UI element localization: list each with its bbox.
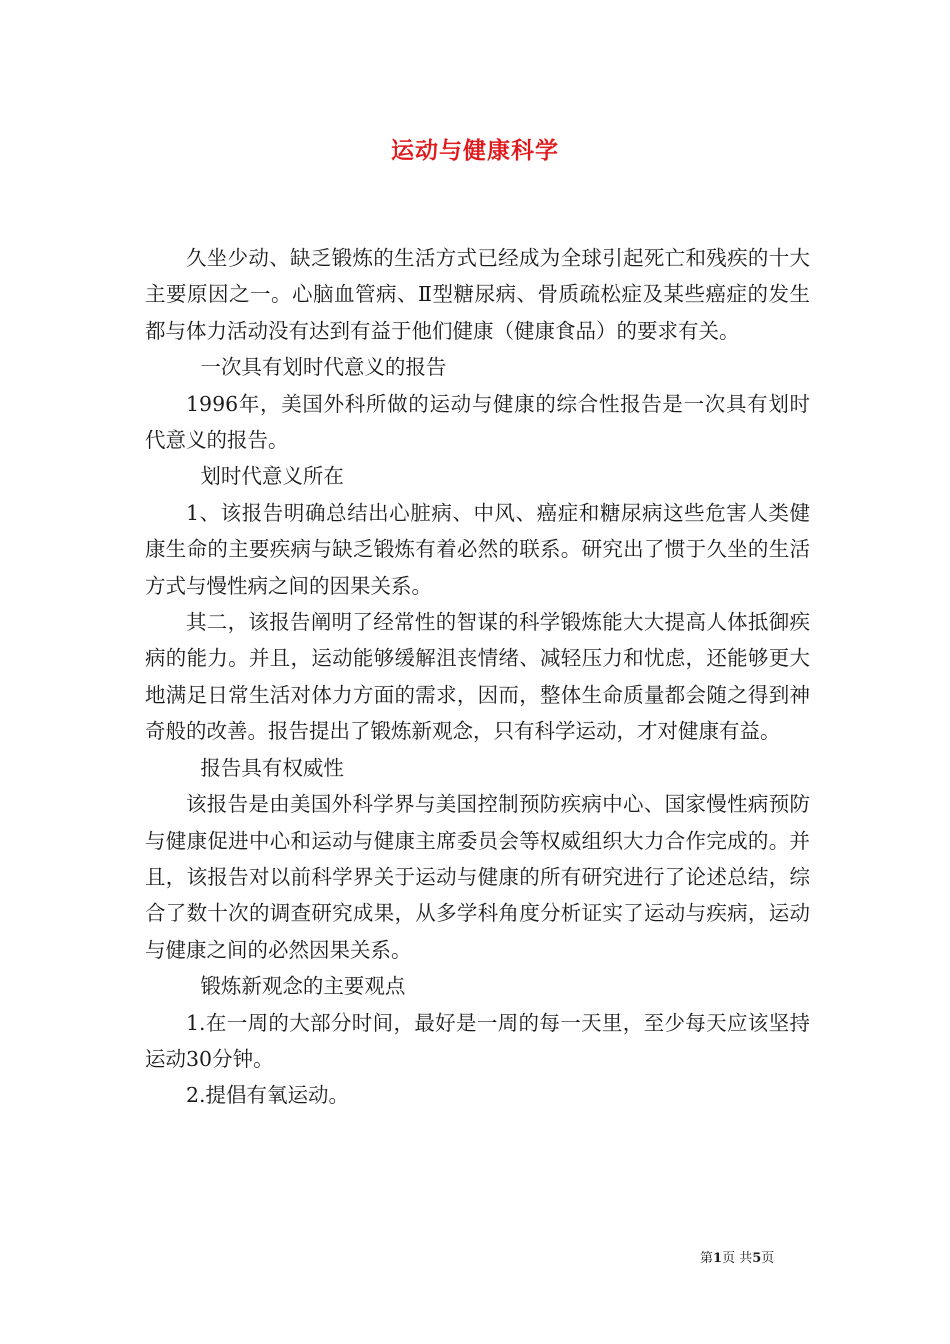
page-number-footer [700, 1247, 860, 1266]
section-heading-new-concepts: 锻炼新观念的主要观点 [200, 974, 406, 999]
list-item-aerobic: 2.提倡有氧运动。 [186, 1083, 350, 1108]
section-heading-landmark-report: 一次具有划时代意义的报告 [200, 355, 447, 380]
section-heading-significance: 划时代意义所在 [200, 464, 344, 489]
paragraph-point-one: 1、该报告明确总结出心脏病、中风、癌症和糖尿病这些危害人类健康生命的主要疾病与缺乏锻炼有着必然的联系。研究出了惯于久坐的生活方式与慢性病之间的因果关系。 [145, 500, 810, 598]
document-body [145, 240, 810, 1114]
current-page-number: 1 [713, 1251, 723, 1266]
paragraph-1996-report: 1996年，美国外科所做的运动与健康的综合性报告是一次具有划时代意义的报告。 [145, 391, 810, 453]
paragraph-authority: 该报告是由美国外科学界与美国控制预防疾病中心、国家慢性病预防与健康促进中心和运动与健康主席委员会等权威组织大力合作完成的。并且，该报告对以前科学界关于运动与健康的所有研究进行了论述总结，综合了数十次的调查研究成果，从多学科角度分析证实了运动与疾病，运动与健康之间的必然因果关系。 [145, 792, 810, 962]
list-item-exercise-30min: 1.在一周的大部分时间，最好是一周的每一天里，至少每天应该坚持运动30分钟。 [145, 1010, 810, 1071]
page-prefix: 第 [700, 1251, 714, 1266]
page-suffix: 页 [761, 1251, 775, 1266]
document-title: 运动与健康科学 [391, 137, 559, 164]
paragraph-intro: 久坐少动、缺乏锻炼的生活方式已经成为全球引起死亡和残疾的十大主要原因之一。心脑血管病、Ⅱ型糖尿病、骨质疏松症及某些癌症的发生都与体力活动没有达到有益于他们健康（健康食品）的要求有关。 [145, 246, 810, 343]
paragraph-point-two: 其二，该报告阐明了经常性的智谋的科学锻炼能大大提高人体抵御疾病的能力。并且，运动能够缓解沮丧情绪、减轻压力和忧虑，还能够更大地满足日常生活对体力方面的需求，因而，整体生命质量都会随之得到神奇般的改善。报告提出了锻炼新观念，只有科学运动，才对健康有益。 [145, 610, 810, 744]
section-heading-authority: 报告具有权威性 [200, 755, 344, 780]
page-middle: 页 共 [722, 1251, 753, 1266]
total-pages-number: 5 [752, 1251, 762, 1266]
